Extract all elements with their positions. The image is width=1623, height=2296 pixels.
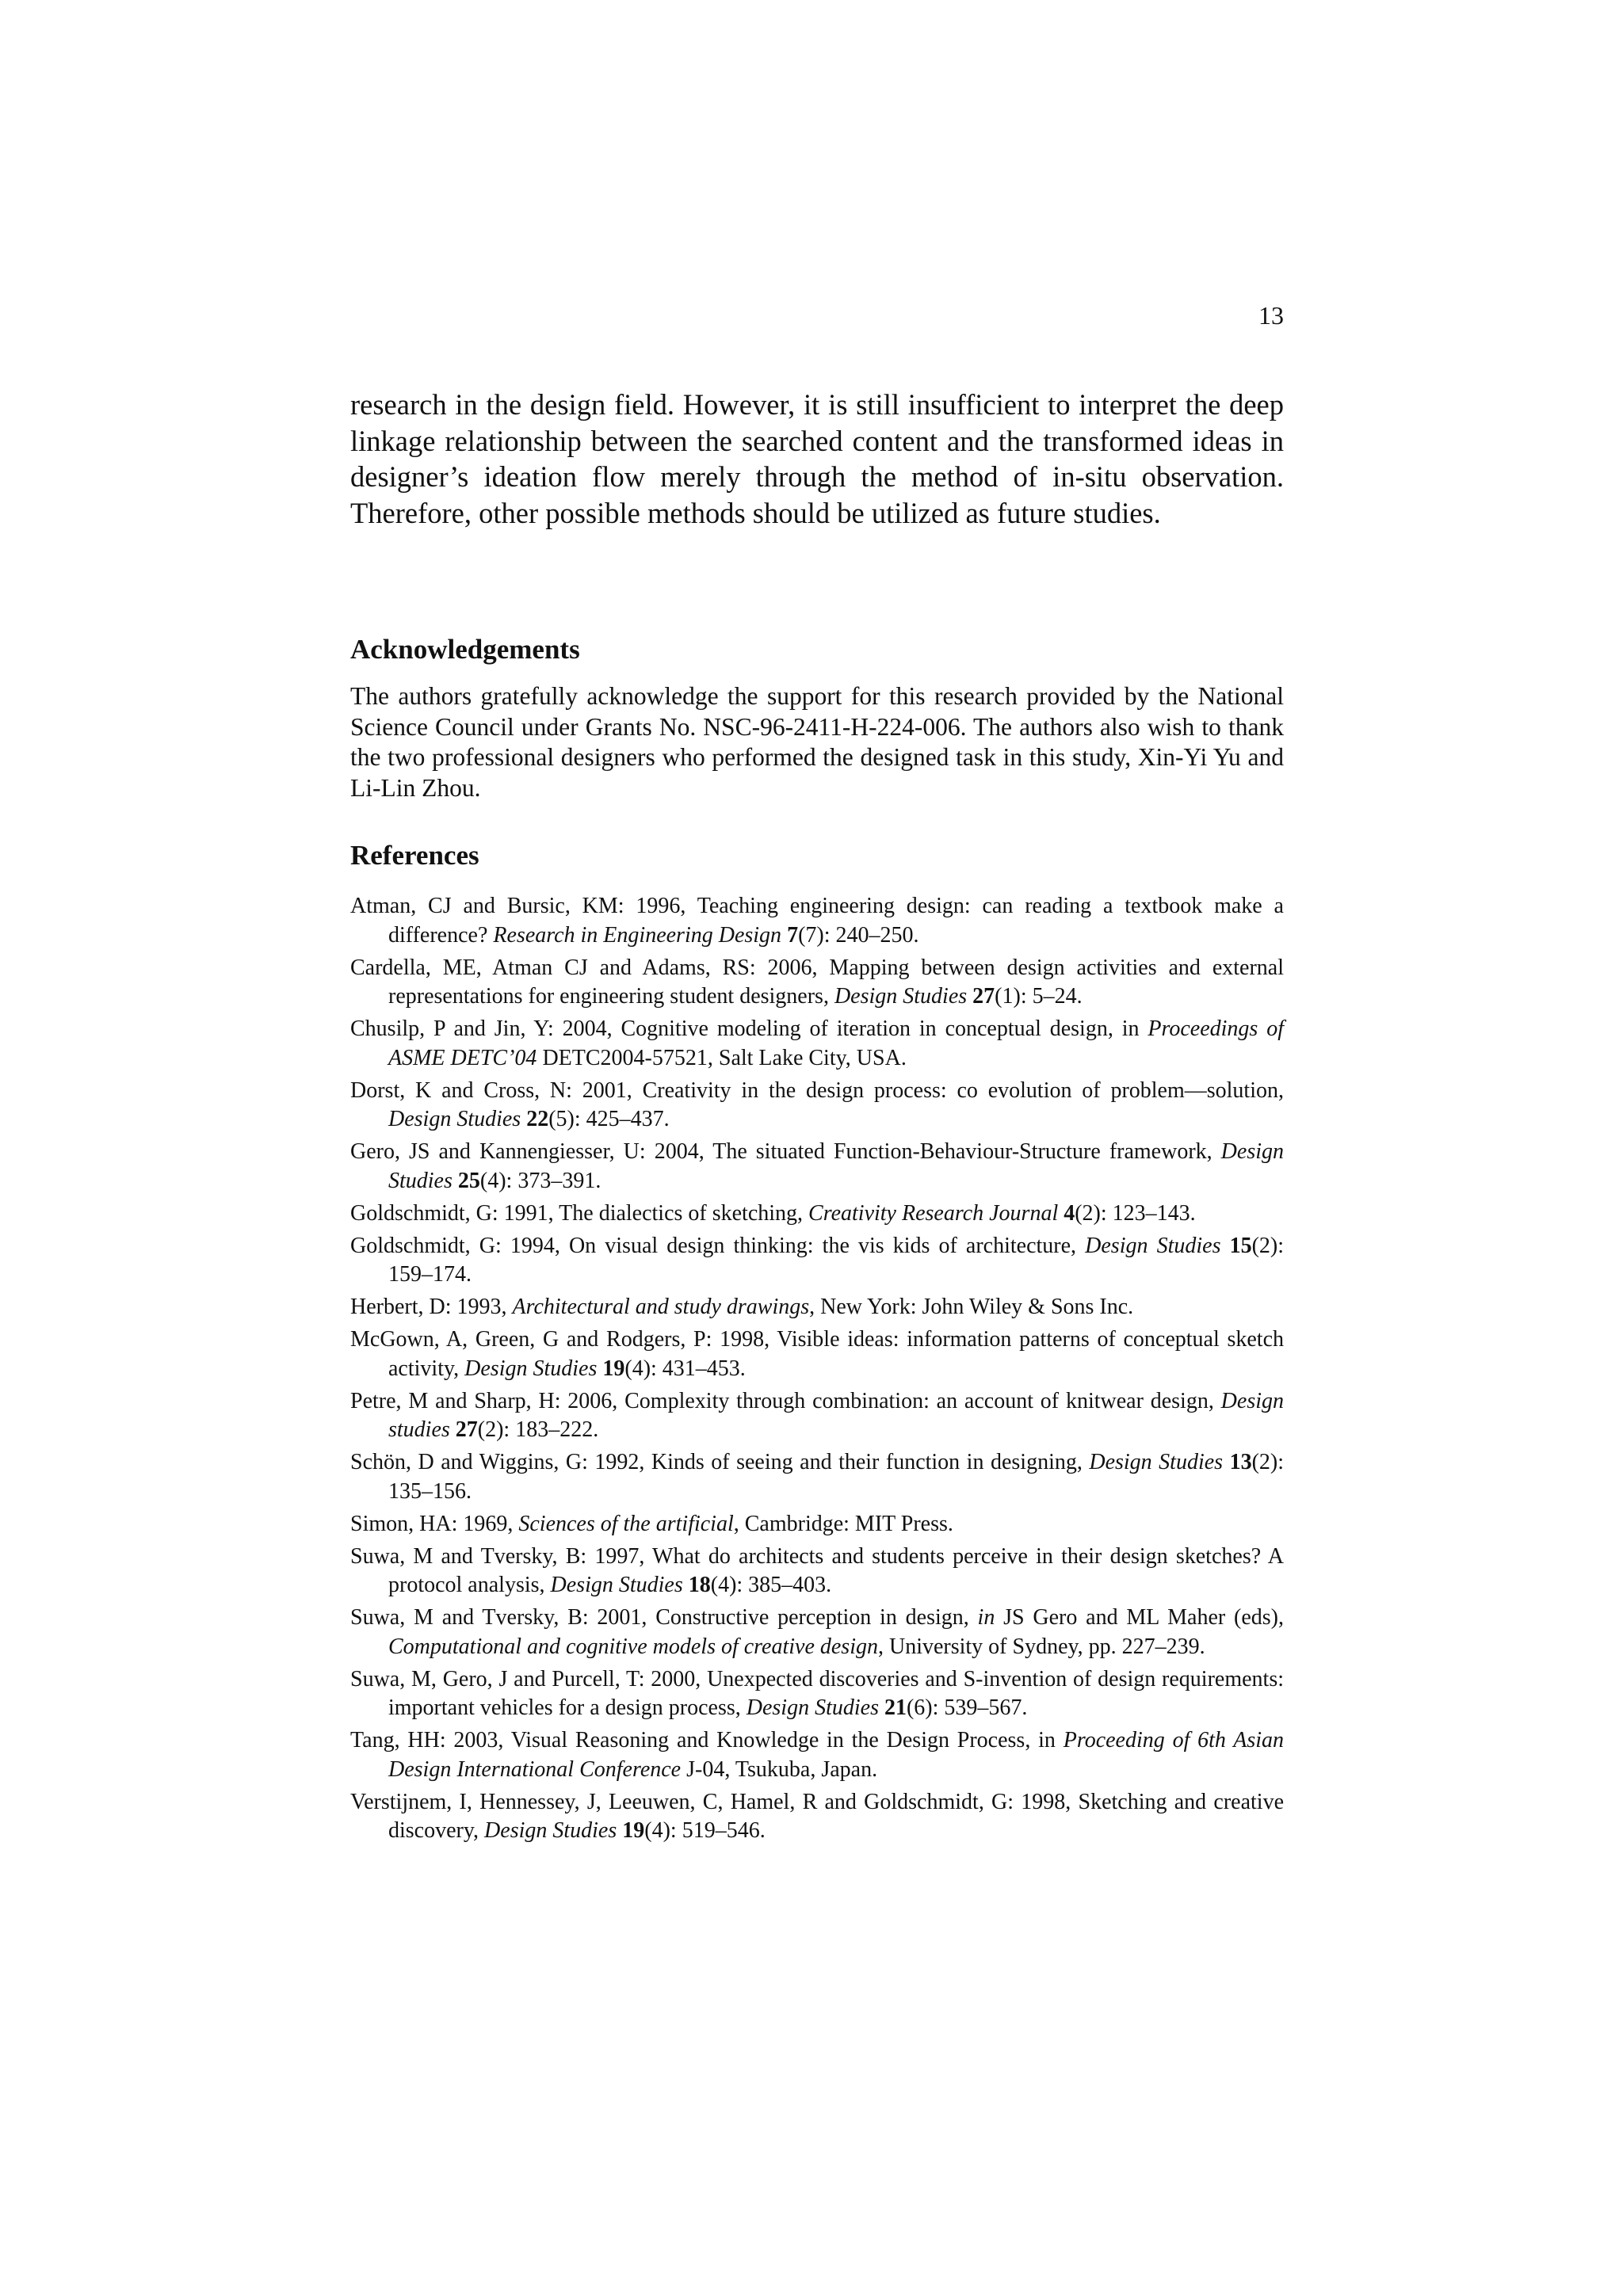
body-paragraph: research in the design field. However, it is still insufficient to interpret the deep linkage relationship between the searched content and the transformed ideas in designer’s ideation flow merely through the method of in-situ observation. Therefore, other possible methods should be utilized as future studies. (350, 388, 1284, 529)
references-heading: References (350, 840, 479, 871)
reference-item: Verstijnem, I, Hennessey, J, Leeuwen, C, Hamel, R and Goldschmidt, G: 1998, Sketching and creative discovery, Design Studies 19(4): 519–546. (350, 1789, 1284, 1843)
reference-item: Atman, CJ and Bursic, KM: 1996, Teaching engineering design: can reading a textbook make a difference? Research in Engineering Design 7(7): 240–250. (350, 894, 1284, 948)
reference-item: Tang, HH: 2003, Visual Reasoning and Knowledge in the Design Process, in Proceeding of 6th Asian Design International Conference J-04, Tsukuba, Japan. (350, 1728, 1285, 1782)
reference-item: Simon, HA: 1969, Sciences of the artificial, Cambridge: MIT Press. (350, 1511, 953, 1536)
reference-item: Gero, JS and Kannengiesser, U: 2004, The situated Function-Behaviour-Structure framework, Design Studies 25(4): 373–391. (350, 1139, 1284, 1193)
reference-item: Herbert, D: 1993, Architectural and study drawings, New York: John Wiley & Sons Inc. (350, 1295, 1134, 1319)
reference-item: Goldschmidt, G: 1994, On visual design thinking: the vis kids of architecture, Design Studies 15(2): 159–174. (350, 1233, 1285, 1287)
reference-item: Petre, M and Sharp, H: 2006, Complexity through combination: an account of knitwear design, Design studies 27(2): 183–222. (350, 1388, 1284, 1442)
reference-list (350, 892, 1284, 1849)
reference-item: Schön, D and Wiggins, G: 1992, Kinds of seeing and their function in designing, Design Studies 13(2): 135–156. (350, 1450, 1284, 1504)
reference-item: Suwa, M, Gero, J and Purcell, T: 2000, Unexpected discoveries and S-invention of design requirements: important vehicles for a design process, Design Studies 21(6): 539–567. (350, 1666, 1284, 1720)
reference-item: Suwa, M and Tversky, B: 1997, What do architects and students perceive in their design sketches? A protocol analysis, Design Studies 18(4): 385–403. (350, 1543, 1284, 1597)
reference-item: Cardella, ME, Atman CJ and Adams, RS: 2006, Mapping between design activities and external representations for engineering student designers, Design Studies 27(1): 5–24. (350, 955, 1284, 1009)
reference-item: Goldschmidt, G: 1991, The dialectics of sketching, Creativity Research Journal 4(2): 123–143. (350, 1200, 1196, 1226)
reference-item: Suwa, M and Tversky, B: 2001, Constructive perception in design, in JS Gero and ML Maher (eds), Computational and cognitive models of creative design, University of Sydney, pp. 227–239. (350, 1605, 1284, 1659)
acknowledgements-text: The authors gratefully acknowledge the support for this research provided by the National Science Council under Grants No. NSC-96-2411-H-224-006. The authors also wish to thank the two professional designers who performed the designed task in this study, Xin-Yi Yu and Li-Lin Zhou. (350, 682, 1284, 802)
page-number: 13 (1258, 301, 1284, 330)
reference-item: McGown, A, Green, G and Rodgers, P: 1998, Visible ideas: information patterns of conceptual sketch activity, Design Studies 19(4): 431–453. (350, 1327, 1284, 1381)
reference-item: Dorst, K and Cross, N: 2001, Creativity in the design process: co evolution of problem—solution, Design Studies 22(5): 425–437. (350, 1077, 1284, 1131)
acknowledgements-heading: Acknowledgements (350, 634, 580, 665)
reference-item: Chusilp, P and Jin, Y: 2004, Cognitive modeling of iteration in conceptual design, in Proceedings of ASME DETC’04 DETC2004-57521, Salt Lake City, USA. (350, 1016, 1284, 1070)
